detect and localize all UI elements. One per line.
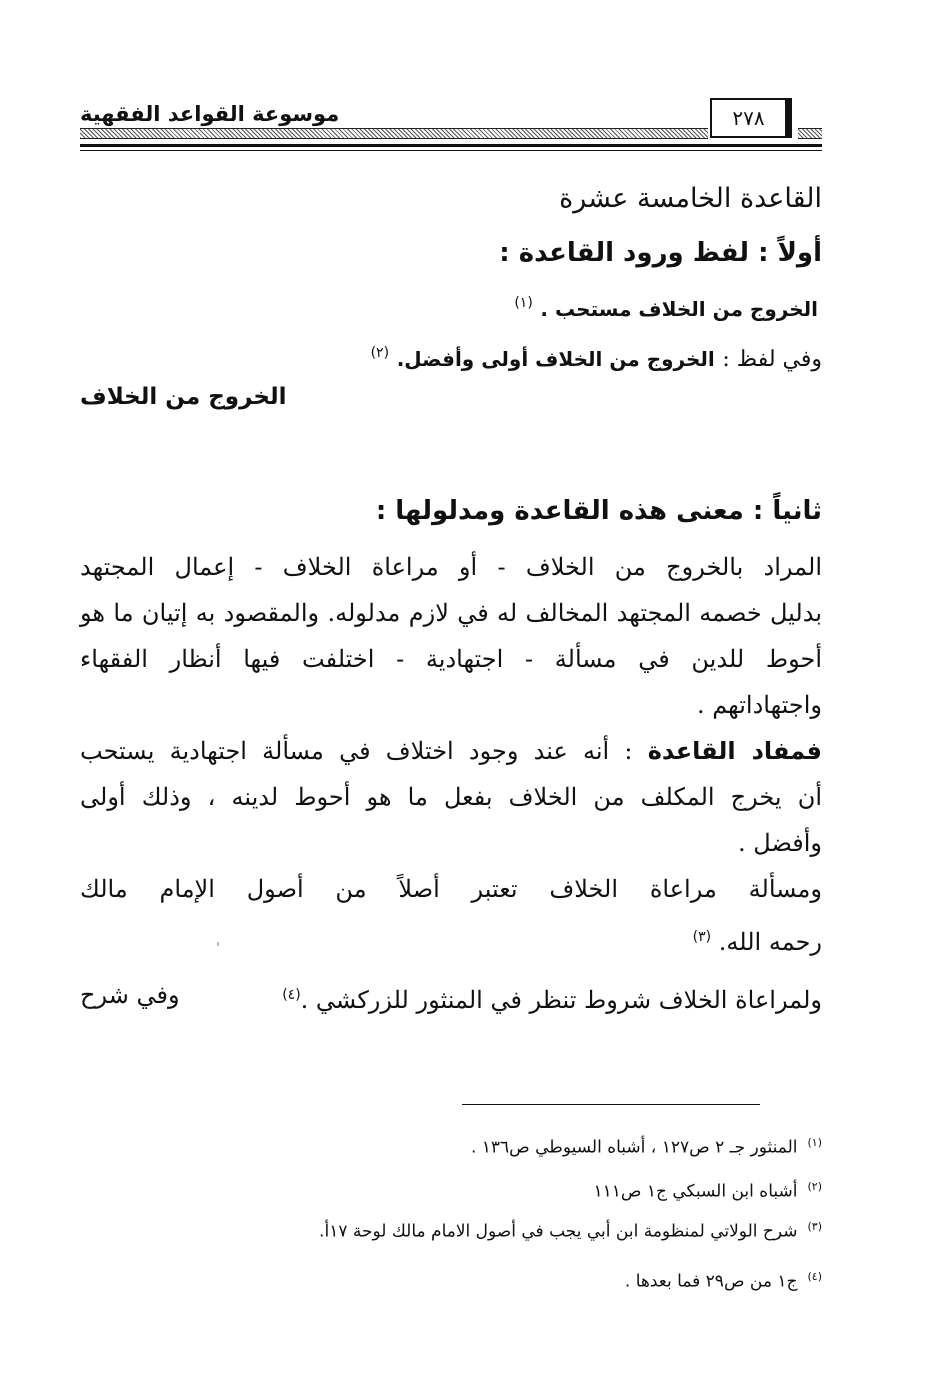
wording-alt-prefix: وفي لفظ : (722, 347, 822, 372)
paragraph-malik-end (80, 914, 822, 965)
header-hatch-band-right (798, 128, 822, 139)
paragraph-line: رحمه الله. $^{(٣)}$ (692, 928, 822, 956)
side-title: الخروج من الخلاف (80, 384, 287, 410)
footnote-ref-2: (٢) (370, 345, 390, 361)
paragraph-line: أن يخرج المكلف من الخلاف بفعل ما هو أحوط لدينه ، وذلك أولى (80, 783, 822, 811)
paragraph-line: ولمراعاة الخلاف شروط تنظر في المنثور للزركشي .$^{(٤)}$ وفي شرح (80, 972, 822, 1023)
page-number: ٢٧٨ (710, 98, 792, 138)
paragraph-line: المراد بالخروج من الخلاف - أو مراعاة الخلاف - إعمال المجتهد (80, 553, 822, 581)
paragraph-line: أحوط للدين في مسألة - اجتهادية - اختلفت فيها أنظار الفقهاء (80, 645, 822, 673)
footnote-1: $^{(١)}$المنثور جـ ٢ ص١٢٧ ، أشباه السيوطي ص١٣٦ . (470, 1136, 822, 1158)
paragraph-meaning (80, 544, 822, 682)
print-speck (217, 942, 219, 946)
paragraph-line: وأفضل . (738, 829, 822, 857)
footnote-separator (462, 1104, 760, 1105)
page-header (80, 96, 822, 154)
rule-title: القاعدة الخامسة عشرة (559, 183, 822, 214)
rule-wording (514, 286, 818, 326)
paragraph-import (80, 728, 822, 820)
continuation-text: وفي شرح (80, 981, 180, 1009)
paragraph-conditions (80, 972, 822, 1023)
wording-alt-text: الخروج من الخلاف أولى وأفضل. (396, 347, 715, 371)
footnote-ref-1: (١) (514, 295, 533, 311)
import-text: : أنه عند وجود اختلاف في مسألة اجتهادية يستحب (80, 737, 633, 765)
rule-wording-text: الخروج من الخلاف مستحب . (540, 297, 818, 321)
footnote-3: $^{(٣)}$شرح الولاتي لمنظومة ابن أبي يجب في أصول الامام مالك لوحة ١٧أ. (319, 1220, 822, 1242)
paragraph-malik (80, 866, 822, 912)
paragraph-line: واجتهاداتهم . (696, 691, 822, 719)
header-rule-thin (80, 150, 822, 151)
paragraph-line: بدليل خصمه المجتهد المخالف له في لازم مدلوله. والمقصود به إتيان ما هو (80, 599, 822, 627)
header-hatch-band (80, 128, 708, 139)
section-heading-wording: أولاً : لفظ ورود القاعدة : (499, 238, 822, 268)
header-rule-thick (80, 144, 822, 147)
paragraph-line (80, 728, 822, 774)
footnote-4: $^{(٤)}$ج١ من ص٢٩ فما بعدها . (624, 1270, 822, 1292)
paragraph-import-end (80, 820, 822, 866)
section-heading-meaning: ثانياً : معنى هذه القاعدة ومدلولها : (375, 496, 822, 526)
footnote-ref-4: (٤) (282, 987, 301, 1003)
book-title: موسوعة القواعد الفقهية (80, 102, 340, 126)
paragraph-line: ومسألة مراعاة الخلاف تعتبر أصلاً من أصول الإمام مالك (80, 875, 822, 903)
rule-wording-alt (371, 336, 822, 377)
paragraph-meaning-end (80, 682, 822, 728)
footnote-2: $^{(٢)}$أشباه ابن السبكي ج١ ص١١١ (593, 1180, 822, 1202)
footnote-ref-3: (٣) (692, 929, 712, 945)
import-label: فمفاد القاعدة (647, 737, 822, 765)
